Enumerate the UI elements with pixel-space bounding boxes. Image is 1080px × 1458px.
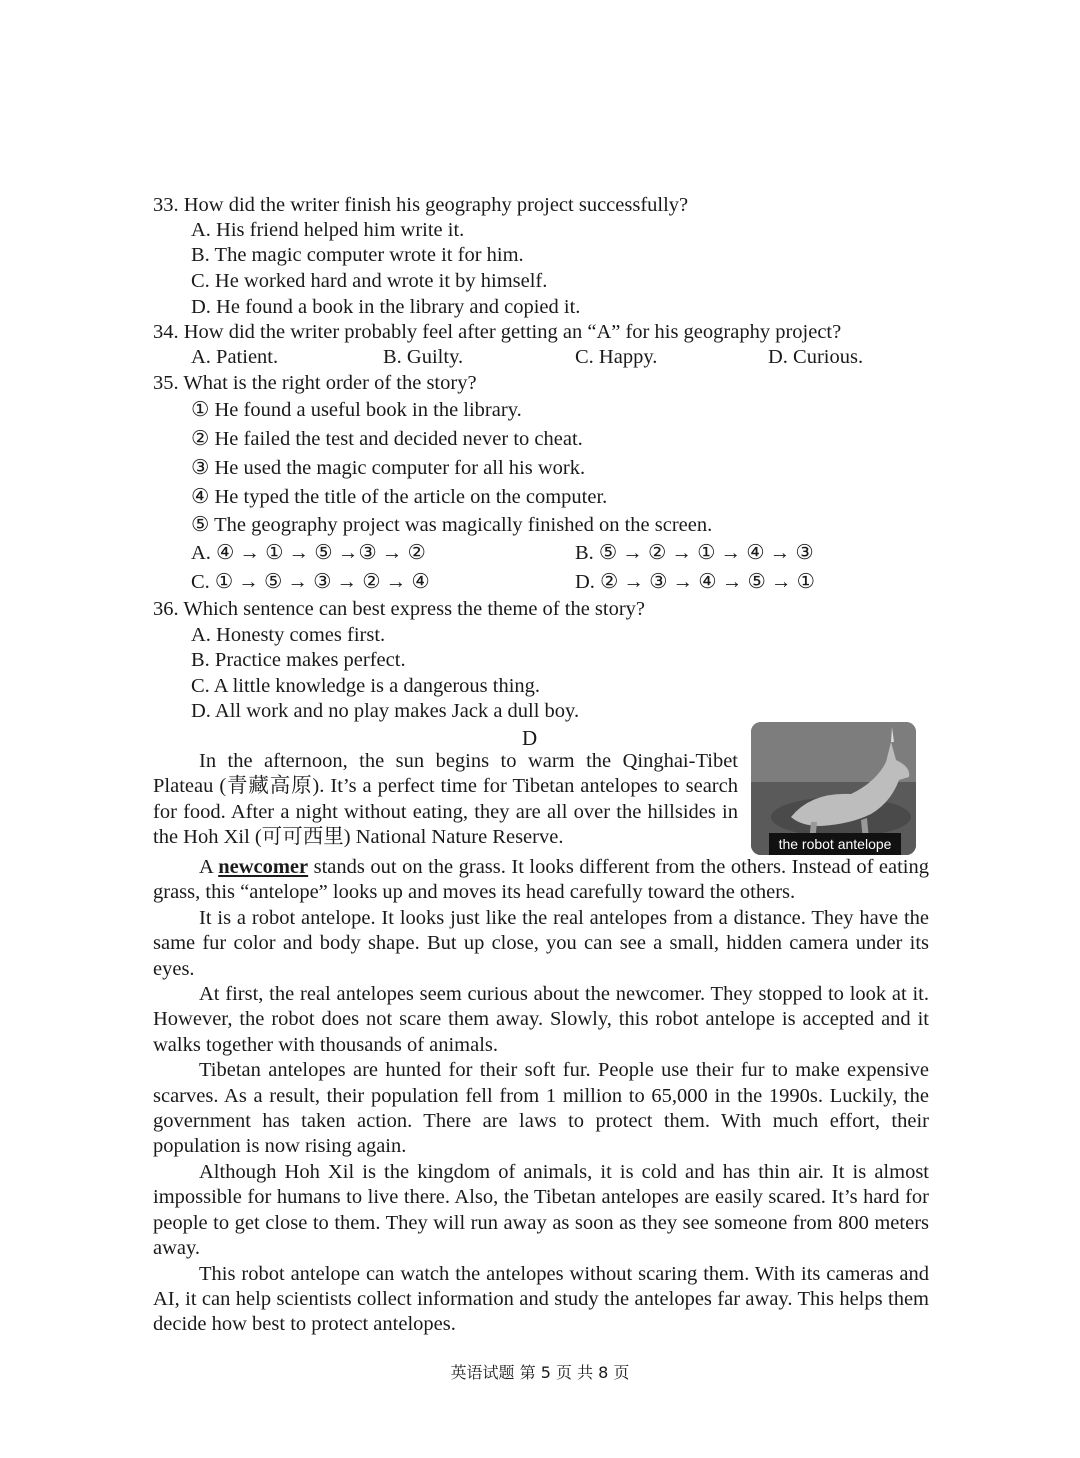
question-35-option-a: A. ④ → ① → ⑤ →③ → ② [191, 542, 426, 564]
question-34-options [0, 345, 1080, 370]
question-33-option-a: A. His friend helped him write it. [191, 219, 465, 241]
section-title: D [522, 726, 538, 750]
question-34-option-d: D. Curious. [768, 346, 864, 368]
question-34-option-b: B. Guilty. [383, 346, 464, 368]
question-34-option-a: A. Patient. [191, 346, 279, 368]
passage-paragraph-1 [153, 749, 738, 851]
passage-body [153, 855, 929, 1338]
question-36-option-c: C. A little knowledge is a dangerous thing. [191, 675, 541, 697]
question-34-option-c: C. Happy. [575, 346, 658, 368]
paragraph-4: At first, the real antelopes seem curious about the newcomer. They stopped to look at it. However, the robot does not scare them away. Slowly, this robot antelope is accepted and it walks together with thousands of animals. [153, 983, 929, 1056]
question-36-option-b: B. Practice makes perfect. [191, 649, 406, 671]
keyword-newcomer: newcomer [218, 856, 309, 878]
question-35-options-row-2 [0, 570, 1080, 595]
paragraph-3: It is a robot antelope. It looks just like the real antelopes from a distance. They have the same fur color and body shape. But up close, you can see a small, hidden camera under its eyes. [153, 906, 929, 980]
question-35-event-5: ⑤ The geography project was magically finished on the screen. [191, 514, 713, 536]
question-33-option-d: D. He found a book in the library and copied it. [191, 296, 581, 318]
question-36-stem: 36. Which sentence can best express the theme of the story? [153, 598, 646, 620]
paragraph-5: Tibetan antelopes are hunted for their soft fur. People use their fur to make expensive scarves. As a result, their population fell from 1 million to 65,000 in the 1990s. Luckily, the government has taken action. There are laws to protect them. With much effort, their population is now rising again. [153, 1059, 929, 1158]
question-33-stem: 33. How did the writer finish his geography project successfully? [153, 194, 689, 216]
question-36-option-a: A. Honesty comes first. [191, 624, 386, 646]
question-35-options-row-1 [0, 541, 1080, 566]
question-36-option-d: D. All work and no play makes Jack a dull boy. [191, 700, 580, 722]
question-35-stem: 35. What is the right order of the story? [153, 372, 477, 394]
paragraph-6: Although Hoh Xil is the kingdom of animals, it is cold and has thin air. It is almost impossible for humans to live there. Also, the Tibetan antelopes are easily scared. It’s hard for people to get close to them. They will run away as soon as they see someone from 800 meters away. [153, 1160, 929, 1260]
robot-antelope-photo [751, 722, 916, 855]
question-35-option-b: B. ⑤ → ② → ① → ④ → ③ [575, 542, 814, 564]
page-footer: 英语试题 第 5 页 共 8 页 [450, 1363, 630, 1382]
question-34-stem: 34. How did the writer probably feel after getting an “A” for his geography project? [153, 321, 842, 343]
paragraph-2-pre: A [199, 856, 219, 878]
question-35-event-4: ④ He typed the title of the article on the computer. [191, 486, 608, 508]
question-35-event-2: ② He failed the test and decided never to cheat. [191, 428, 583, 450]
photo-caption: the robot antelope [769, 833, 901, 855]
question-35-event-1: ① He found a useful book in the library. [191, 399, 522, 421]
question-35-option-c: C. ① → ⑤ → ③ → ② → ④ [191, 571, 430, 593]
question-35-option-d: D. ② → ③ → ④ → ⑤ → ① [575, 571, 815, 593]
paragraph-2 [153, 855, 929, 906]
paragraph-2-post: stands out on the grass. It looks different from the others. Instead of eating grass, this “antelope” looks up and moves its head carefully toward the others. [153, 856, 929, 904]
paragraph-7: This robot antelope can watch the antelopes without scaring them. With its cameras and AI, it can help scientists collect information and study the antelopes far away. This helps them decide how best to protect antelopes. [153, 1262, 929, 1336]
question-33-option-c: C. He worked hard and wrote it by himself. [191, 270, 548, 292]
paragraph-1-text: In the afternoon, the sun begins to warm the Qinghai-Tibet Plateau (青藏高原). It’s a perfect time for Tibetan antelopes to search for food. After a night without eating, they are all over the hillsides in the Hoh Xil (可可西里) National Nature Reserve. [153, 750, 738, 849]
question-33-option-b: B. The magic computer wrote it for him. [191, 244, 524, 266]
question-35-event-3: ③ He used the magic computer for all his work. [191, 457, 586, 479]
